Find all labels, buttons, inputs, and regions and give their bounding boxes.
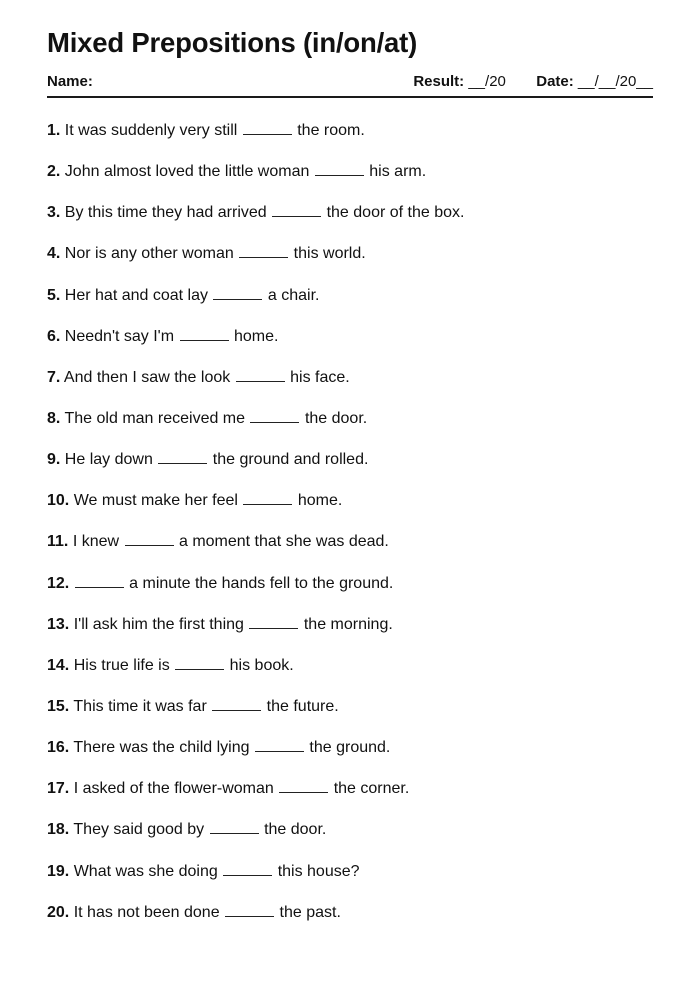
question-text-after: a minute the hands fell to the ground. bbox=[129, 574, 394, 592]
answer-blank[interactable] bbox=[125, 530, 174, 546]
question-text-before: What was she doing bbox=[73, 862, 218, 880]
question-text-after: the door. bbox=[304, 409, 368, 427]
question-item bbox=[47, 284, 653, 325]
question-number: 10. bbox=[47, 492, 70, 510]
question-item bbox=[47, 366, 653, 407]
question-item bbox=[47, 818, 653, 859]
question-item bbox=[47, 530, 653, 571]
question-number: 7. bbox=[47, 368, 61, 386]
question-text-after: the ground. bbox=[309, 739, 391, 757]
question-number: 11. bbox=[47, 533, 69, 551]
answer-blank[interactable] bbox=[212, 695, 261, 711]
header-divider bbox=[47, 96, 653, 98]
question-text-after: this house? bbox=[277, 862, 360, 880]
question-text-before: By this time they had arrived bbox=[64, 204, 267, 222]
question-item bbox=[47, 695, 653, 736]
question-number: 17. bbox=[47, 780, 70, 798]
date-label: Date: bbox=[536, 73, 574, 90]
question-number: 15. bbox=[47, 697, 70, 715]
question-number: 12. bbox=[47, 574, 70, 592]
question-number: 3. bbox=[47, 204, 61, 222]
question-text-before: I asked of the flower-woman bbox=[73, 780, 274, 798]
worksheet-title: Mixed Prepositions (in/on/at) bbox=[47, 27, 418, 58]
answer-blank[interactable] bbox=[239, 242, 288, 258]
question-text-before: There was the child lying bbox=[73, 739, 250, 757]
question-text-after: a moment that she was dead. bbox=[178, 533, 389, 551]
answer-blank[interactable] bbox=[225, 901, 274, 917]
answer-blank[interactable] bbox=[236, 366, 285, 382]
question-text-before: We must make her feel bbox=[73, 492, 238, 510]
question-text-before: It has not been done bbox=[73, 903, 220, 921]
result-date-group bbox=[413, 73, 653, 91]
question-text-before: Needn't say I'm bbox=[64, 327, 175, 345]
question-text-after: a chair. bbox=[267, 286, 320, 304]
question-item bbox=[47, 407, 653, 448]
question-number: 20. bbox=[47, 903, 70, 921]
question-item bbox=[47, 489, 653, 530]
question-item bbox=[47, 736, 653, 777]
answer-blank[interactable] bbox=[213, 284, 262, 300]
question-text-before: This time it was far bbox=[73, 697, 207, 715]
question-text-after: the past. bbox=[279, 903, 341, 921]
answer-blank[interactable] bbox=[210, 818, 259, 834]
question-text-after: the future. bbox=[266, 697, 339, 715]
question-text-before: Nor is any other woman bbox=[64, 245, 234, 263]
question-item bbox=[47, 777, 653, 818]
question-text-after: the door of the box. bbox=[326, 204, 465, 222]
answer-blank[interactable] bbox=[272, 201, 321, 217]
question-item bbox=[47, 901, 653, 942]
question-number: 19. bbox=[47, 862, 70, 880]
question-item bbox=[47, 119, 653, 160]
answer-blank[interactable] bbox=[249, 613, 298, 629]
question-text-after: his arm. bbox=[369, 163, 427, 181]
answer-blank[interactable] bbox=[255, 736, 304, 752]
question-number: 16. bbox=[47, 739, 70, 757]
question-text-after: home. bbox=[233, 327, 279, 345]
question-item bbox=[47, 654, 653, 695]
question-item bbox=[47, 613, 653, 654]
question-number: 18. bbox=[47, 821, 70, 839]
question-text-before: It was suddenly very still bbox=[64, 122, 238, 139]
result-value: __/20 bbox=[468, 73, 506, 90]
question-number: 5. bbox=[47, 286, 61, 304]
question-text-after: home. bbox=[297, 492, 343, 510]
question-number: 4. bbox=[47, 245, 61, 263]
question-text-before: I knew bbox=[72, 533, 120, 551]
question-text-after: this world. bbox=[293, 245, 366, 263]
question-item bbox=[47, 160, 653, 201]
question-number: 13. bbox=[47, 615, 70, 633]
question-number: 8. bbox=[47, 409, 61, 427]
question-text-before: The old man received me bbox=[64, 409, 246, 427]
question-list bbox=[47, 119, 653, 942]
question-number: 2. bbox=[47, 163, 61, 181]
question-item bbox=[47, 860, 653, 901]
question-text-before: And then I saw the look bbox=[63, 368, 231, 386]
question-text-after: the room. bbox=[297, 122, 365, 139]
question-text-before: I'll ask him the first thing bbox=[73, 615, 244, 633]
question-text-after: his book. bbox=[229, 656, 294, 674]
answer-blank[interactable] bbox=[75, 572, 124, 588]
name-label: Name: bbox=[47, 73, 93, 90]
answer-blank[interactable] bbox=[315, 160, 364, 176]
question-text-before: His true life is bbox=[73, 656, 170, 674]
answer-blank[interactable] bbox=[243, 119, 292, 135]
answer-blank[interactable] bbox=[250, 407, 299, 423]
question-number: 9. bbox=[47, 451, 61, 469]
question-item bbox=[47, 448, 653, 489]
question-item bbox=[47, 325, 653, 366]
answer-blank[interactable] bbox=[158, 448, 207, 464]
answer-blank[interactable] bbox=[175, 654, 224, 670]
answer-blank[interactable] bbox=[243, 489, 292, 505]
question-number: 6. bbox=[47, 327, 61, 345]
question-item bbox=[47, 572, 653, 613]
question-number: 1. bbox=[47, 122, 61, 139]
question-text-after: the door. bbox=[264, 821, 327, 839]
question-number: 14. bbox=[47, 656, 70, 674]
question-item bbox=[47, 201, 653, 242]
result-label: Result: bbox=[413, 73, 465, 90]
answer-blank[interactable] bbox=[180, 325, 229, 341]
answer-blank[interactable] bbox=[279, 777, 328, 793]
question-item bbox=[47, 242, 653, 283]
question-text-before: Her hat and coat lay bbox=[64, 286, 208, 304]
answer-blank[interactable] bbox=[223, 860, 272, 876]
date-value: __/__/20__ bbox=[577, 73, 653, 90]
question-text-before: He lay down bbox=[64, 451, 153, 469]
worksheet-meta-row bbox=[47, 73, 653, 91]
question-text-after: the ground and rolled. bbox=[212, 451, 369, 469]
question-text-before: They said good by bbox=[73, 821, 205, 839]
question-text-after: his face. bbox=[290, 368, 350, 386]
question-text-before: John almost loved the little woman bbox=[64, 163, 310, 181]
question-text-after: the corner. bbox=[333, 780, 410, 798]
question-text-after: the morning. bbox=[303, 615, 393, 633]
